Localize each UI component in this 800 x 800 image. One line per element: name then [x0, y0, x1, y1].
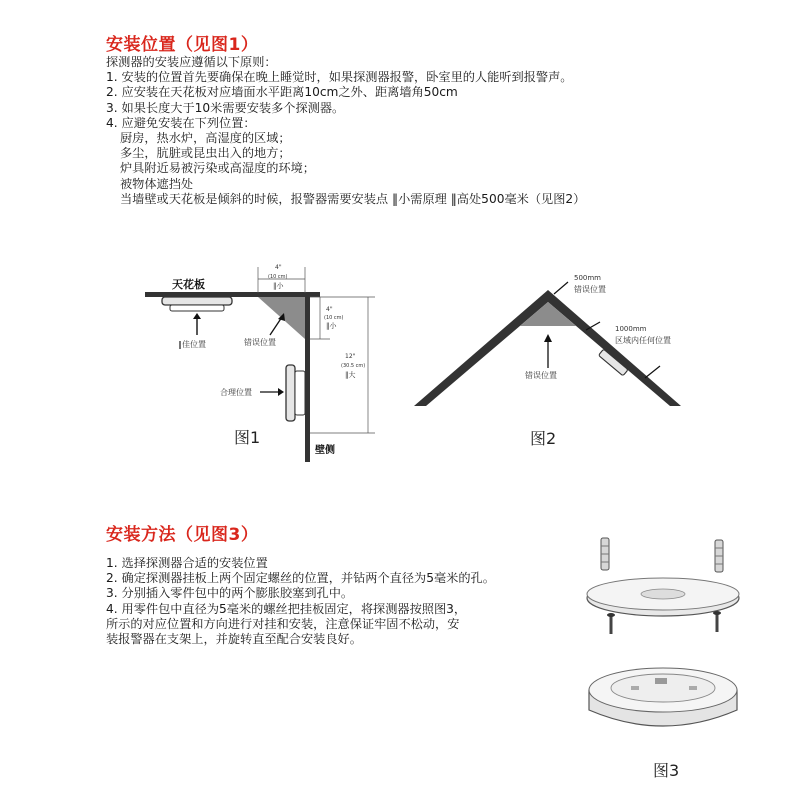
section2-body: [106, 556, 495, 647]
figure2-caption: 图2: [530, 429, 557, 448]
figure1-diagram: [140, 255, 400, 470]
section1-line: 探测器的安装应遵循以下原则：: [106, 55, 277, 69]
screw-left-head: [607, 613, 615, 617]
arrow-wrong: [270, 317, 282, 335]
dim-side-min: ‖小: [326, 322, 337, 330]
section1-line: 炉具附近易被污染或高湿度的环境；: [120, 161, 315, 176]
anchor-right: [715, 540, 723, 572]
section1-body: [106, 55, 585, 207]
arrow-slope: [645, 366, 660, 378]
section2-line: 所示的对应位置和方向进行对挂和安装，注意保证牢固不松动，安: [106, 616, 460, 631]
arrow-head: [544, 334, 552, 342]
detector-contact: [655, 678, 667, 684]
figure3-diagram: [585, 528, 765, 788]
mounting-plate-center: [641, 589, 685, 599]
detector-clip: [631, 686, 639, 690]
wall-label: 壁侧: [315, 445, 335, 456]
wall-detector: [286, 365, 295, 421]
dim-top-cm: (10 cm): [268, 274, 288, 280]
section1-line: 3. 如果长度大于10米需要安装多个探测器。: [106, 100, 345, 115]
section2-line: 2. 确定探测器挂板上两个固定螺丝的位置，并钻两个直径为5毫米的孔。: [106, 571, 495, 586]
anchor-left: [601, 538, 609, 570]
figure2-diagram: [410, 268, 690, 448]
arrow-500: [554, 282, 568, 294]
area-any-label: 区域内任何位置: [615, 336, 671, 345]
figure3-caption: 图3: [653, 761, 680, 780]
dim-side-cm: (10 cm): [324, 315, 344, 321]
section2-heading: 安装方法（见图3）: [106, 525, 259, 545]
ceiling-detector: [162, 297, 232, 305]
wall-detector-base: [295, 371, 305, 415]
dim-max-cm: (30.5 cm): [341, 363, 366, 369]
wall-bar: [305, 292, 310, 462]
wrong-position-label: 错误位置: [244, 338, 276, 347]
detector-clip: [689, 686, 697, 690]
section1-line: 1. 安装的位置首先要确保在晚上睡觉时，如果探测器报警，卧室里的人能听到报警声。: [106, 70, 573, 85]
arrow-head: [193, 313, 201, 319]
dim-1000: 1000mm: [615, 325, 647, 333]
section2-line: 4. 用零件包中直径为5毫米的螺丝把挂板固定，将探测器按照图3，: [106, 601, 467, 616]
section2-line: 1. 选择探测器合适的安装位置: [106, 556, 268, 570]
dim-max-label: ‖大: [345, 371, 356, 379]
figure1-caption: 图1: [234, 428, 261, 447]
section2-line: 3. 分别插入零件包中的两个膨胀胶塞到孔中。: [106, 586, 354, 601]
dim-max: 12": [345, 353, 356, 360]
screw-right: [713, 611, 721, 632]
section1-line: 多尘，肮脏或昆虫出入的地方；: [120, 146, 291, 161]
ceiling-label: 天花板: [172, 278, 205, 291]
dim-500: 500mm: [574, 274, 601, 282]
section2-line: 装报警器在支架上，并旋转直至配合安装良好。: [106, 632, 362, 647]
section1-line: 4. 应避免安装在下列位置：: [106, 115, 256, 130]
section1-line: 2. 应安装在天花板对应墙面水平距离10cm之外、距离墙角50cm: [106, 85, 458, 100]
wrong-position-top: 错误位置: [574, 285, 606, 294]
ceiling-bar: [145, 292, 320, 297]
wrong-position-bottom: 错误位置: [525, 371, 557, 380]
screw-right-head: [713, 611, 721, 615]
best-position-label: ‖佳位置: [178, 340, 206, 349]
section1-line: 当墙壁或天花板是倾斜的时候，报警器需要安装点 ‖小需原理 ‖高处500毫米（见图2）: [120, 191, 586, 206]
section1-heading: 安装位置（见图1）: [106, 35, 259, 55]
section1-line: 被物体遮挡处: [120, 176, 194, 191]
screw-left: [607, 613, 615, 634]
arrow-head: [278, 388, 284, 396]
dim-side: 4": [326, 306, 333, 313]
section1-line: 厨房，热水炉，高湿度的区域；: [120, 131, 291, 146]
ceiling-detector-base: [170, 305, 224, 311]
dim-top-min: ‖小: [273, 282, 284, 290]
dim-top: 4": [275, 264, 282, 271]
reasonable-position-label: 合理位置: [220, 388, 252, 397]
